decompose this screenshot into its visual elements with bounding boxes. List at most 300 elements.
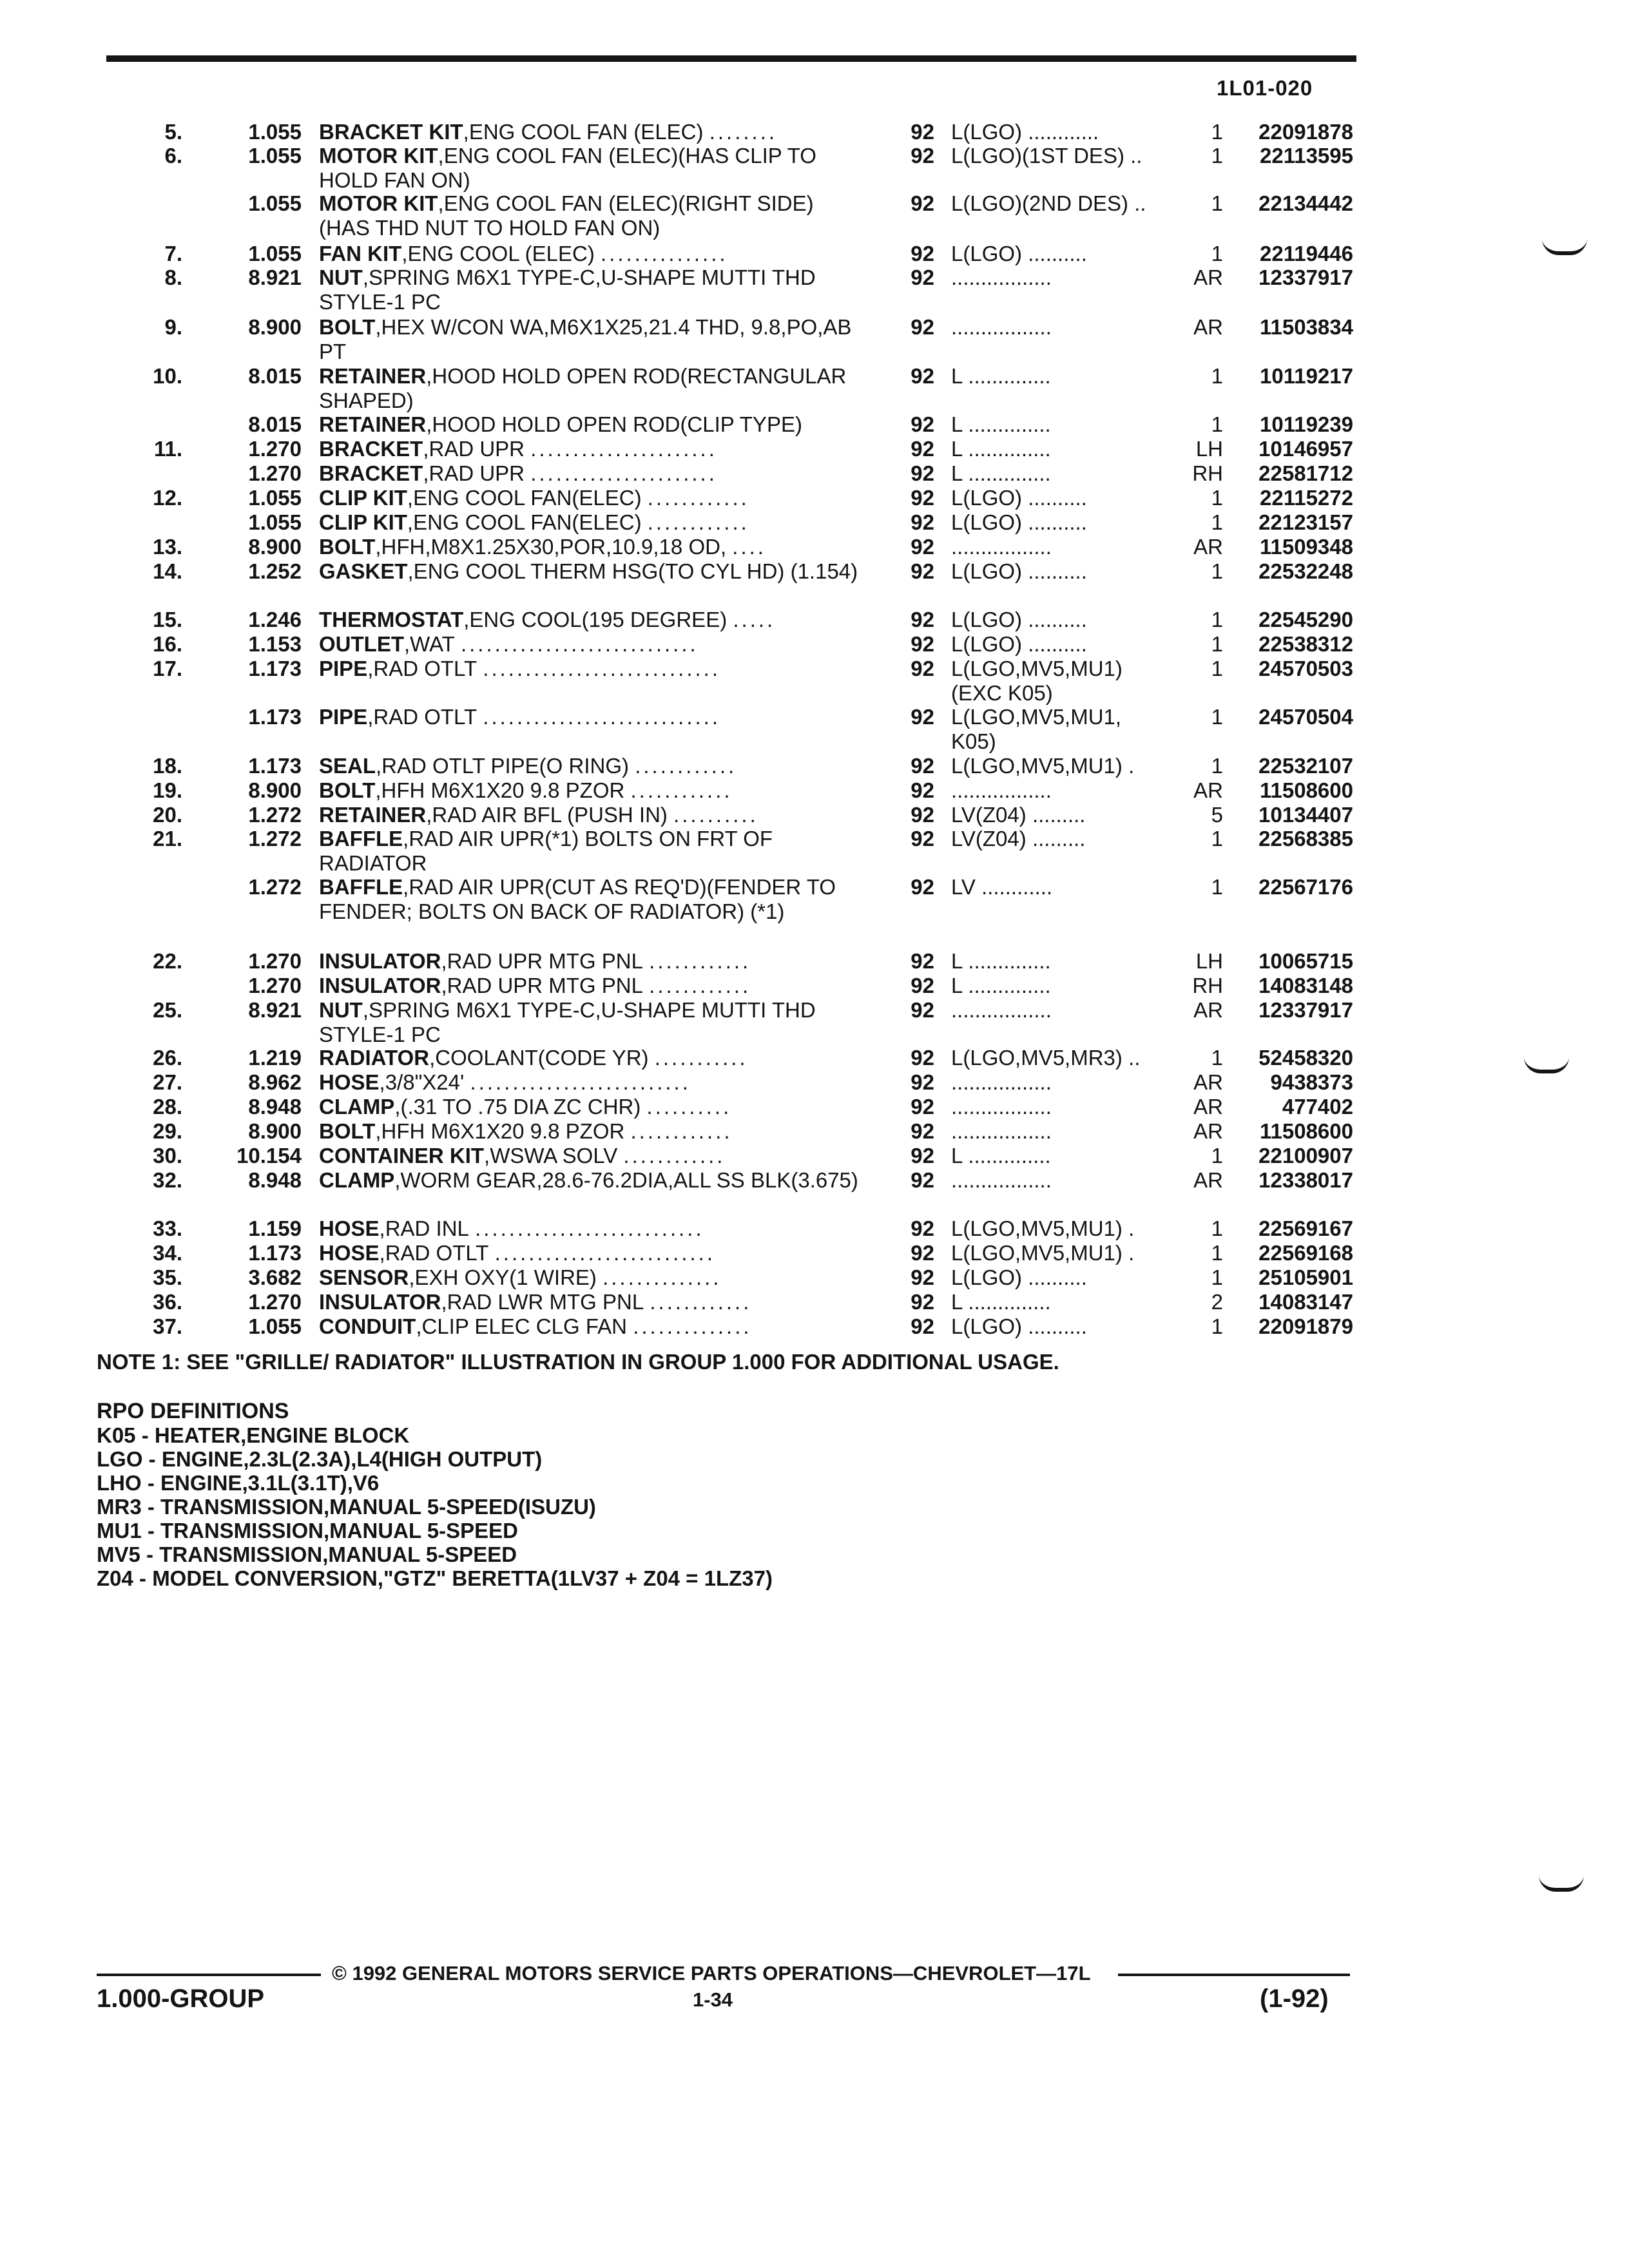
quantity: 1: [1211, 1314, 1223, 1338]
part-description: [319, 315, 860, 364]
ref-number: 8.: [164, 265, 182, 289]
part-description: [319, 437, 860, 461]
part-description: [319, 510, 860, 535]
part-number: 22567176: [1258, 875, 1353, 899]
part-detail: ,HOOD HOLD OPEN ROD(CLIP TYPE): [426, 412, 802, 436]
ref-number: 29.: [153, 1119, 182, 1143]
part-name: RETAINER: [319, 364, 427, 388]
usage-code: L: [951, 364, 963, 388]
usage-code: L: [951, 461, 963, 485]
model-year: 92: [911, 461, 934, 485]
part-name: INSULATOR: [319, 949, 441, 973]
ref-number: 14.: [153, 559, 182, 583]
part-detail: ,(.31 TO .75 DIA ZC CHR): [394, 1095, 641, 1119]
quantity: 1: [1211, 657, 1223, 680]
part-name: RETAINER: [319, 803, 427, 827]
model-year: 92: [911, 705, 934, 729]
usage-leader-dots: ..........: [1028, 1265, 1087, 1289]
usage: [951, 705, 1177, 754]
usage: [951, 437, 1177, 461]
model-year: 92: [911, 486, 934, 510]
group-number: 1.173: [248, 705, 302, 729]
part-name: CLAMP: [319, 1168, 395, 1192]
rpo-definitions: [97, 1399, 773, 1590]
usage-leader-dots: .................: [951, 315, 1052, 339]
part-detail: ,ENG COOL FAN (ELEC)(HAS CLIP TO HOLD FAN ON): [319, 144, 816, 192]
ref-number: 22.: [153, 949, 182, 973]
group-number: 8.900: [248, 315, 302, 339]
quantity: 1: [1211, 827, 1223, 850]
part-description: [319, 998, 860, 1047]
usage-code-continued: (EXC K05): [951, 681, 1053, 705]
group-number: 1.153: [248, 632, 302, 656]
usage: [951, 1265, 1177, 1290]
usage-code: L: [951, 1290, 963, 1314]
part-number: 22532248: [1258, 559, 1353, 583]
usage-leader-dots: ..............: [968, 1144, 1051, 1168]
rpo-item: MU1 - TRANSMISSION,MANUAL 5-SPEED: [97, 1519, 518, 1542]
part-description: [319, 412, 860, 437]
leader-dots: ............: [623, 1144, 726, 1168]
leader-dots: ...........: [654, 1046, 748, 1070]
ref-number: 17.: [153, 657, 182, 680]
usage-leader-dots: ..........: [1028, 632, 1087, 656]
rpo-item: Z04 - MODEL CONVERSION,"GTZ" BERETTA(1LV37 + Z04 = 1LZ37): [97, 1566, 773, 1590]
part-detail: ,3/8"X24': [379, 1070, 465, 1094]
part-name: BOLT: [319, 778, 376, 802]
part-number: 22100907: [1258, 1144, 1353, 1168]
part-name: RADIATOR: [319, 1046, 430, 1070]
part-description: [319, 120, 860, 144]
usage: [951, 412, 1177, 437]
part-description: [319, 364, 860, 413]
usage-code: L: [951, 949, 963, 973]
usage-leader-dots: ............: [1028, 120, 1099, 144]
part-number: 11508600: [1259, 1119, 1353, 1143]
quantity: 1: [1211, 632, 1223, 656]
group-number: 8.948: [248, 1095, 302, 1119]
leader-dots: ............: [650, 1290, 752, 1314]
usage-code: L(LGO,MV5,MR3): [951, 1046, 1123, 1070]
model-year: 92: [911, 608, 934, 631]
model-year: 92: [911, 559, 934, 583]
group-number: 1.055: [248, 486, 302, 510]
part-detail: ,RAD OTLT: [367, 657, 477, 680]
ref-number: 34.: [153, 1241, 182, 1265]
leader-dots: ......................: [530, 461, 717, 485]
ref-number: 35.: [153, 1265, 182, 1289]
model-year: 92: [911, 1290, 934, 1314]
usage-leader-dots: ..............: [968, 364, 1051, 388]
group-number: 8.900: [248, 778, 302, 802]
usage: [951, 608, 1177, 632]
ref-number: 37.: [153, 1314, 182, 1338]
part-name: INSULATOR: [319, 1290, 441, 1314]
group-number: 10.154: [236, 1144, 302, 1168]
part-name: BRACKET KIT: [319, 120, 463, 144]
usage: [951, 461, 1177, 486]
model-year: 92: [911, 242, 934, 265]
part-description: [319, 1216, 860, 1241]
group-number: 8.900: [248, 535, 302, 559]
usage-code: L(LGO): [951, 559, 1023, 583]
usage-code: L(LGO): [951, 510, 1023, 534]
model-year: 92: [911, 1314, 934, 1338]
usage: [951, 754, 1177, 778]
model-year: 92: [911, 412, 934, 436]
quantity: 1: [1211, 1144, 1223, 1168]
ref-number: 15.: [153, 608, 182, 631]
part-detail: ,RAD AIR UPR(CUT AS REQ'D)(FENDER TO FENDER; BOLTS ON BACK OF RADIATOR) (*1): [319, 875, 836, 923]
group-number: 1.272: [248, 875, 302, 899]
part-detail: ,RAD OTLT PIPE(O RING): [376, 754, 630, 778]
part-name: RETAINER: [319, 412, 427, 436]
model-year: 92: [911, 510, 934, 534]
part-description: [319, 875, 860, 924]
ref-number: 33.: [153, 1216, 182, 1240]
part-number: 22115272: [1259, 486, 1353, 510]
quantity: 1: [1211, 191, 1223, 215]
model-year: 92: [911, 1241, 934, 1265]
usage-code: L: [951, 437, 963, 461]
ref-number: 28.: [153, 1095, 182, 1119]
model-year: 92: [911, 778, 934, 802]
group-number: 1.055: [248, 120, 302, 144]
part-name: CLIP KIT: [319, 510, 407, 534]
leader-dots: ..........................: [494, 1241, 715, 1265]
usage-leader-dots: .: [1128, 754, 1135, 778]
part-detail: ,WORM GEAR,28.6-76.2DIA,ALL SS BLK(3.675): [394, 1168, 858, 1192]
part-description: [319, 705, 860, 729]
usage-leader-dots: ..............: [968, 1290, 1051, 1314]
usage-leader-dots: .................: [951, 1119, 1052, 1143]
part-number: 22123157: [1258, 510, 1353, 534]
part-detail: ,RAD AIR BFL (PUSH IN): [426, 803, 668, 827]
leader-dots: ............: [647, 510, 749, 534]
part-description: [319, 1070, 860, 1095]
usage-leader-dots: ..........: [1028, 1314, 1087, 1338]
model-year: 92: [911, 1216, 934, 1240]
model-year: 92: [911, 1265, 934, 1289]
part-name: BRACKET: [319, 437, 423, 461]
model-year: 92: [911, 754, 934, 778]
usage-code: L(LGO): [951, 632, 1023, 656]
usage: [951, 486, 1177, 510]
ref-number: 16.: [153, 632, 182, 656]
group-number: 1.055: [248, 191, 302, 215]
leader-dots: ...............: [601, 242, 728, 265]
part-name: HOSE: [319, 1216, 380, 1240]
quantity: 1: [1211, 242, 1223, 265]
group-number: 1.270: [248, 461, 302, 485]
part-description: [319, 1119, 860, 1144]
binder-hole-mark: [1524, 1057, 1569, 1073]
part-name: BAFFLE: [319, 827, 403, 850]
usage-leader-dots: ..............: [968, 974, 1051, 997]
usage: [951, 191, 1177, 216]
group-number: 1.272: [248, 827, 302, 850]
part-detail: ,SPRING M6X1 TYPE-C,U-SHAPE MUTTI THD STYLE-1 PC: [319, 998, 816, 1046]
usage-code: L(LGO,MV5,MU1): [951, 754, 1123, 778]
usage: [951, 974, 1177, 998]
model-year: 92: [911, 437, 934, 461]
quantity: 1: [1211, 705, 1223, 729]
group-number: 1.270: [248, 1290, 302, 1314]
part-number: 12338017: [1258, 1168, 1353, 1192]
quantity: 1: [1211, 486, 1223, 510]
part-description: [319, 265, 860, 314]
quantity: AR: [1193, 998, 1223, 1022]
quantity: AR: [1193, 315, 1223, 339]
usage: [951, 510, 1177, 535]
usage: [951, 1290, 1177, 1314]
leader-dots: ............: [630, 1119, 733, 1143]
usage: [951, 144, 1177, 168]
usage-code: L(LGO,MV5,MU1): [951, 1216, 1123, 1240]
part-detail: ,WSWA SOLV: [484, 1144, 618, 1168]
quantity: AR: [1193, 535, 1223, 559]
part-name: BOLT: [319, 1119, 376, 1143]
part-name: NUT: [319, 265, 363, 289]
part-name: FAN KIT: [319, 242, 402, 265]
part-description: [319, 191, 860, 240]
usage: [951, 998, 1177, 1023]
part-description: [319, 608, 860, 632]
usage-code: L(LGO): [951, 486, 1023, 510]
part-name: NUT: [319, 998, 363, 1022]
part-description: [319, 974, 860, 998]
footer-group-label: 1.000-GROUP: [97, 1984, 265, 2013]
part-detail: ,RAD UPR: [423, 461, 525, 485]
footer-copyright: © 1992 GENERAL MOTORS SERVICE PARTS OPERATIONS—CHEVROLET—17L: [332, 1962, 1091, 1984]
leader-dots: ......................: [530, 437, 717, 461]
usage-leader-dots: ..............: [968, 412, 1051, 436]
usage-code: LV(Z04): [951, 803, 1027, 827]
part-name: OUTLET: [319, 632, 404, 656]
model-year: 92: [911, 364, 934, 388]
group-number: 1.246: [248, 608, 302, 631]
part-description: [319, 657, 860, 681]
usage: [951, 1216, 1177, 1241]
footer-date-code: (1-92): [1260, 1984, 1329, 2013]
usage-leader-dots: ..........: [1028, 510, 1087, 534]
part-name: PIPE: [319, 657, 368, 680]
part-name: SENSOR: [319, 1265, 409, 1289]
usage-leader-dots: ..........: [1028, 242, 1087, 265]
usage-code: L: [951, 974, 963, 997]
part-description: [319, 949, 860, 974]
model-year: 92: [911, 315, 934, 339]
ref-number: 18.: [153, 754, 182, 778]
part-name: MOTOR KIT: [319, 191, 438, 215]
part-description: [319, 803, 860, 827]
group-number: 8.015: [248, 412, 302, 436]
group-number: 8.962: [248, 1070, 302, 1094]
part-name: CONTAINER KIT: [319, 1144, 485, 1168]
part-detail: ,WAT: [403, 632, 455, 656]
usage-code: L: [951, 412, 963, 436]
ref-number: 25.: [153, 998, 182, 1022]
usage-code: L(LGO): [951, 120, 1023, 144]
leader-dots: ............: [635, 754, 737, 778]
model-year: 92: [911, 875, 934, 899]
part-number: 22119446: [1259, 242, 1353, 265]
rpo-item: LHO - ENGINE,3.1L(3.1T),V6: [97, 1471, 380, 1495]
quantity: 1: [1211, 608, 1223, 631]
leader-dots: ....: [732, 535, 766, 559]
usage-leader-dots: .................: [951, 1168, 1052, 1192]
usage: [951, 242, 1177, 266]
part-detail: ,RAD UPR MTG PNL: [441, 949, 643, 973]
part-name: HOSE: [319, 1070, 380, 1094]
usage-code: L(LGO): [951, 242, 1023, 265]
part-name: BOLT: [319, 315, 376, 339]
usage-leader-dots: .........: [1032, 803, 1086, 827]
part-detail: ,RAD OTLT: [367, 705, 477, 729]
part-number: 11503834: [1259, 315, 1353, 339]
part-number: 9438373: [1270, 1070, 1353, 1094]
usage-leader-dots: ..: [1130, 144, 1142, 168]
part-detail: ,HFH M6X1X20 9.8 PZOR: [375, 1119, 625, 1143]
part-detail: ,ENG COOL (ELEC): [401, 242, 595, 265]
leader-dots: ........: [709, 120, 778, 144]
rpo-item: MR3 - TRANSMISSION,MANUAL 5-SPEED(ISUZU): [97, 1495, 596, 1519]
footer-page-number: 1-34: [693, 1988, 733, 2011]
part-detail: ,RAD LWR MTG PNL: [441, 1290, 644, 1314]
ref-number: 5.: [164, 120, 182, 144]
part-detail: ,HFH M6X1X20 9.8 PZOR: [375, 778, 625, 802]
usage: [951, 803, 1177, 827]
group-number: 8.015: [248, 364, 302, 388]
rpo-item: MV5 - TRANSMISSION,MANUAL 5-SPEED: [97, 1542, 517, 1566]
group-number: 8.921: [248, 998, 302, 1022]
group-number: 8.900: [248, 1119, 302, 1143]
group-number: 1.270: [248, 974, 302, 997]
usage-leader-dots: .................: [951, 998, 1052, 1022]
part-detail: ,RAD OTLT: [379, 1241, 489, 1265]
model-year: 92: [911, 1095, 934, 1119]
part-number: 11509348: [1259, 535, 1353, 559]
usage-leader-dots: ..........: [1028, 486, 1087, 510]
leader-dots: .....: [733, 608, 776, 631]
model-year: 92: [911, 657, 934, 680]
group-number: 3.682: [248, 1265, 302, 1289]
group-number: 1.272: [248, 803, 302, 827]
usage: [951, 1119, 1177, 1144]
part-detail: ,ENG COOL(195 DEGREE): [463, 608, 728, 631]
part-description: [319, 461, 860, 486]
usage: [951, 778, 1177, 803]
usage-code: L(LGO,MV5,MU1): [951, 1241, 1123, 1265]
group-number: 1.173: [248, 657, 302, 680]
ref-number: 20.: [153, 803, 182, 827]
quantity: 1: [1211, 120, 1223, 144]
usage: [951, 1144, 1177, 1168]
usage-leader-dots: ..: [1128, 1046, 1141, 1070]
usage-leader-dots: .................: [951, 1070, 1052, 1094]
part-description: [319, 1241, 860, 1265]
quantity: LH: [1195, 437, 1223, 461]
leader-dots: ...........................: [475, 1216, 704, 1240]
model-year: 92: [911, 191, 934, 215]
leader-dots: ............................: [483, 657, 720, 680]
part-name: INSULATOR: [319, 974, 441, 997]
leader-dots: ..........: [646, 1095, 732, 1119]
usage: [951, 120, 1177, 144]
part-detail: ,SPRING M6X1 TYPE-C,U-SHAPE MUTTI THD STYLE-1 PC: [319, 265, 816, 314]
quantity: 1: [1211, 412, 1223, 436]
usage-leader-dots: ..............: [968, 437, 1051, 461]
usage: [951, 1070, 1177, 1095]
usage-leader-dots: .: [1128, 1241, 1135, 1265]
model-year: 92: [911, 535, 934, 559]
usage: [951, 632, 1177, 657]
quantity: AR: [1193, 1119, 1223, 1143]
part-number: 22091878: [1258, 120, 1353, 144]
top-rule: [106, 55, 1356, 62]
rpo-item: LGO - ENGINE,2.3L(2.3A),L4(HIGH OUTPUT): [97, 1447, 543, 1471]
part-name: BAFFLE: [319, 875, 403, 899]
part-number: 10119239: [1259, 412, 1353, 436]
part-number: 14083148: [1258, 974, 1353, 997]
part-detail: ,RAD INL: [379, 1216, 469, 1240]
leader-dots: ............................: [460, 632, 699, 656]
quantity: AR: [1193, 1168, 1223, 1192]
model-year: 92: [911, 1119, 934, 1143]
usage-code: L(LGO)(2ND DES): [951, 191, 1129, 215]
leader-dots: ..........: [673, 803, 758, 827]
model-year: 92: [911, 1046, 934, 1070]
part-name: GASKET: [319, 559, 408, 583]
leader-dots: ............: [649, 949, 751, 973]
group-number: 1.270: [248, 437, 302, 461]
usage-leader-dots: .........: [1032, 827, 1086, 850]
part-description: [319, 1095, 860, 1119]
part-detail: ,RAD AIR UPR(*1) BOLTS ON FRT OF RADIATOR: [319, 827, 773, 875]
quantity: 1: [1211, 1046, 1223, 1070]
part-detail: ,RAD UPR: [423, 437, 525, 461]
part-number: 24570504: [1258, 705, 1353, 729]
part-number: 22113595: [1259, 144, 1353, 168]
usage-code: L(LGO,MV5,MU1): [951, 657, 1123, 680]
group-number: 1.252: [248, 559, 302, 583]
part-detail: ,ENG COOL FAN(ELEC): [407, 510, 642, 534]
footer-rule-left: [97, 1974, 321, 1976]
leader-dots: ............: [630, 778, 733, 802]
rpo-item: K05 - HEATER,ENGINE BLOCK: [97, 1423, 410, 1447]
note-1: NOTE 1: SEE "GRILLE/ RADIATOR" ILLUSTRATION IN GROUP 1.000 FOR ADDITIONAL USAGE.: [97, 1350, 1059, 1374]
quantity: AR: [1193, 265, 1223, 289]
part-detail: ,RAD UPR MTG PNL: [441, 974, 643, 997]
part-number: 22581712: [1258, 461, 1353, 485]
leader-dots: ............: [647, 486, 749, 510]
usage-leader-dots: ..: [1134, 191, 1146, 215]
usage-leader-dots: ..........: [1028, 559, 1087, 583]
part-number: 10065715: [1258, 949, 1353, 973]
group-number: 1.270: [248, 949, 302, 973]
leader-dots: ..........................: [470, 1070, 691, 1094]
quantity: 1: [1211, 875, 1223, 899]
usage: [951, 535, 1177, 559]
quantity: RH: [1192, 461, 1223, 485]
part-name: CLAMP: [319, 1095, 395, 1119]
usage: [951, 1241, 1177, 1265]
model-year: 92: [911, 1168, 934, 1192]
part-number: 24570503: [1258, 657, 1353, 680]
usage-code: L(LGO): [951, 608, 1023, 631]
usage-leader-dots: ..........: [1028, 608, 1087, 631]
page-code: 1L01-020: [1217, 76, 1313, 100]
